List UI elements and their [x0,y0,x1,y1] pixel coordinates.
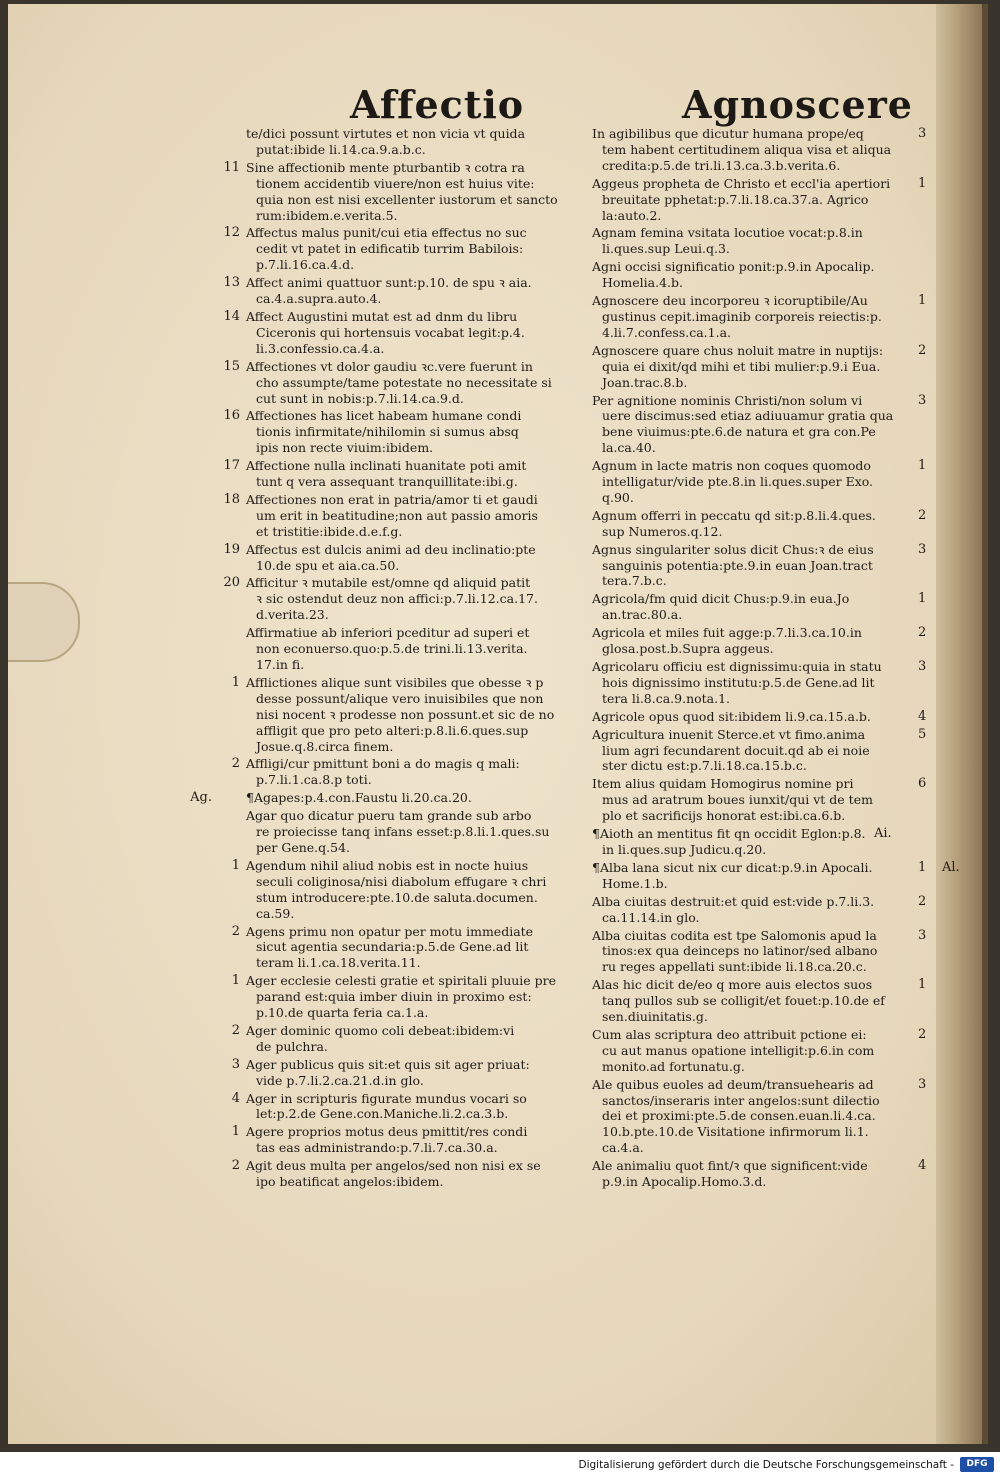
entry-number: 14 [223,308,240,324]
index-entry [223,541,576,574]
index-entry [223,575,576,623]
entry-line: Per agnitione nominis Christi/non solum vi [592,392,863,408]
entry-line: ster dictu est:p.7.li.18.ca.15.b.c. [602,758,807,774]
dfg-logo: DFG [960,1457,994,1472]
entry-line: nisi nocent ꝛ prodesse non possunt.et sic de no [256,706,555,722]
entry-line: Affect Augustini mutat est ad dnm du libru [246,308,518,324]
entry-line: Ciceronis qui hortensuis vocabat legit:p.4. [256,324,525,340]
entry-line: p.9.in Apocalip.Homo.3.d. [602,1174,767,1190]
entry-line: ꝛ sic ostendut deuz non affici:p.7.li.12.ca.17. [256,591,538,607]
index-entry [592,126,927,174]
index-entry [223,458,576,490]
entry-line: tionem accidentib viuere/non est huius vite: [256,175,535,191]
index-entry [592,342,927,391]
entry-line: tera.7.b.c. [602,573,667,589]
entry-line: tunt q vera assequant tranquillitate:ibi.g. [256,474,518,490]
index-entry [592,927,927,976]
entry-line: Item alius quidam Homogirus nomine pri [592,776,854,792]
entry-line: Afflictiones alique sunt visibiles que obesse ꝛ p [246,674,544,690]
entry-line: 10.de spu et aia.ca.50. [256,557,400,573]
entry-number: 6 [918,776,927,792]
index-entry [223,491,576,540]
entry-line: tem habent certitudinem aliqua visa et aliqua [602,141,892,157]
index-entry [223,358,576,407]
entry-line: et tristitie:ibide.d.e.f.g. [256,523,403,539]
entry-number: 4 [918,708,927,724]
entry-line: Joan.trac.8.b. [602,374,688,390]
entry-line: um erit in beatitudine;non aut passio amoris [256,507,538,523]
entry-number: 20 [223,575,240,591]
section-marker: Ag. [190,790,212,806]
entry-line: sanctos/inseraris inter angelos:sunt dilectio [602,1092,880,1108]
entry-number: 3 [918,1076,927,1092]
index-entry [231,756,576,788]
index-entry [223,159,576,224]
entry-line: uere discimus:sed etiaz adiuuamur gratia qua [602,408,894,424]
entry-number: 3 [231,1056,240,1072]
entry-line: in li.ques.sup Judicu.q.20. [602,841,767,857]
index-entry [592,625,927,657]
entry-line: lium agri fecundarent docuit.qd ab ei noie [602,742,870,758]
entry-line: Aggeus propheta de Christo et eccl'ia apertiori [592,175,891,191]
entry-number: 1 [231,674,240,690]
entry-line: stum introducere:pte.10.de saluta.documen. [256,889,538,905]
entry-line: Alba ciuitas destruit:et quid est:vide p.7.li.3. [592,893,875,909]
entry-line: plo et sacrificijs honorat est:ibi.ca.6.b. [602,808,846,824]
entry-line: 4.li.7.confess.ca.1.a. [602,324,732,340]
entry-number: 19 [223,541,240,557]
entry-line: Ale animaliu quot fint/ꝛ que significent:vide [592,1158,868,1174]
entry-line: hois dignissimo institutu:p.5.de Gene.ad lit [602,674,875,690]
footer-bar [0,1452,1000,1479]
index-entry [592,1026,927,1075]
entry-number: 1 [918,977,927,993]
entry-line: tera li.8.ca.9.nota.1. [602,690,731,706]
entry-line: teram li.1.ca.18.verita.11. [256,955,421,971]
entry-line: credita:p.5.de tri.li.13.ca.3.b.verita.6. [602,157,841,173]
entry-number: 1 [231,973,240,989]
index-entry [223,275,576,307]
entry-number: 13 [223,275,240,291]
entry-line: Sine affectionib mente pturbantib ꝛ cotra ra [246,159,525,175]
entry-line: sen.diuinitatis.g. [602,1009,708,1025]
entry-line: tanq pullos sub se colligit/et fouet:p.10.de ef [602,993,885,1009]
entry-line: tionis infirmitate/nihilomin si sumus absq [256,424,519,440]
entry-line: p.7.li.16.ca.4.d. [256,257,355,273]
index-entry [231,1124,576,1156]
entry-line: 10.b.pte.10.de Visitatione infirmorum li.1. [602,1124,869,1140]
clasp-mark [8,582,80,662]
entry-number: 2 [918,507,927,523]
index-entry [592,293,927,341]
index-entry [592,708,927,725]
entry-line: Affectione nulla inclinati huanitate poti amit [246,458,527,474]
entry-line: desse possunt/alique vero inuisibiles que non [256,690,544,706]
entry-line: ipis non recte viuim:ibidem. [256,440,434,456]
index-entry [246,808,576,856]
entry-line: quia ei dixit/qd mihi et tibi mulier:p.9.i Eua. [602,358,881,374]
entry-line: p.7.li.1.ca.8.p toti. [256,772,372,788]
left-column [190,126,576,1192]
entry-number: 1 [231,1124,240,1140]
entry-line: Agnum offerri in peccatu qd sit:p.8.li.4.ques. [592,507,876,523]
entry-line: parand est:quia imber diuin in proximo est: [256,989,532,1005]
index-entry [592,225,912,257]
entry-line: gustinus cepit.imaginib corporeis reiectis:p. [602,308,882,324]
entry-number: 2 [918,893,927,909]
entry-line: Affligi/cur pmittunt boni a do magis q mali: [246,756,520,772]
entry-line: putat:ibide li.14.ca.9.a.b.c. [256,141,426,157]
entry-line: sup Numeros.q.12. [602,523,723,539]
index-entry [592,458,927,506]
index-entry [231,973,576,1021]
heading-right: Agnoscere [682,82,913,127]
entry-number: 5 [918,726,927,742]
entry-number: 11 [223,159,240,175]
index-entry [223,408,576,456]
entry-line: tas eas administrando:p.7.li.7.ca.30.a. [256,1140,498,1156]
entry-number: 3 [918,927,927,943]
entry-line: Agar quo dicatur pueru tam grande sub arbo [246,808,532,824]
index-entry [190,790,576,806]
entry-number: 18 [223,491,240,507]
entry-line: Affectus malus punit/cui etia effectus no suc [246,225,527,241]
entry-line: Agricolaru officiu est dignissimu:quia in statu [592,659,882,674]
entry-number: 1 [918,859,927,875]
entry-number: 17 [223,458,240,474]
entry-line: Alas hic dicit de/eo q more auis electos suos [592,977,873,993]
entry-line: q.90. [602,489,634,505]
entry-line: Agni occisi significatio ponit:p.9.in Apocalip. [592,259,875,275]
entry-number: 3 [918,126,927,141]
entry-line: ¶Aioth an mentitus fit qn occidit Eglon:p.8. [592,826,866,842]
index-entry [592,776,927,824]
entry-line: ca.4.a.supra.auto.4. [256,291,382,307]
entry-number: 15 [223,358,240,374]
entry-line: Affect animi quattuor sunt:p.10. de spu ꝛ aia. [246,275,532,291]
entry-line: let:p.2.de Gene.con.Maniche.li.2.ca.3.b. [256,1106,509,1122]
entry-number: 4 [918,1158,927,1174]
entry-line: Affirmatiue ab inferiori pceditur ad superi et [246,625,530,641]
entry-line: non econuerso.quo:p.5.de trini.li.13.verita. [256,641,528,657]
entry-line: Agricola et miles fuit agge:p.7.li.3.ca.10.in [592,625,862,641]
entry-number: 2 [918,1026,927,1042]
footer-credit: Digitalisierung gefördert durch die Deutsche Forschungsgemeinschaft - [578,1459,954,1471]
entry-number: 3 [918,541,927,557]
entry-number: 2 [918,625,927,641]
entry-line: Agnus singulariter solus dicit Chus:ꝛ de eius [592,541,874,557]
entry-number: 1 [918,591,927,607]
entry-line: Afficitur ꝛ mutabile est/omne qd aliquid patit [246,575,531,591]
entry-line: Agnoscere quare chus noluit matre in nuptijs: [592,342,884,358]
entry-line: Agnoscere deu incorporeu ꝛ icoruptibile/Au [592,293,868,309]
entry-line: ¶Alba lana sicut nix cur dicat:p.9.in Apocali. [592,859,873,875]
entry-line: tinos:ex qua deinceps no latinor/sed albano [602,943,878,959]
index-entry [231,1056,576,1089]
entry-line: Agricultura inuenit Sterce.et vt fimo.anima [592,726,866,742]
entry-line: Josue.q.8.circa finem. [256,738,394,754]
index-entry [246,625,576,673]
entry-number: 1 [918,293,927,309]
entry-line: Agit deus multa per angelos/sed non nisi ex se [246,1158,541,1174]
entry-line: seculi coliginosa/nisi diabolum effugare ꝛ chri [256,873,547,889]
entry-line: cut sunt in nobis:p.7.li.14.ca.9.d. [256,390,464,406]
entry-number: 4 [231,1090,240,1106]
entry-number: 2 [231,756,240,772]
entry-line: cu aut manus opatione intelligit:p.6.in com [602,1042,875,1058]
entry-line: Affectiones non erat in patria/amor ti et gaudi [246,491,538,507]
entry-line: cho assumpte/tame potestate no necessitate si [256,374,552,390]
section-marker: Al. [942,859,960,875]
entry-line: monito.ad fortunatu.g. [602,1058,745,1074]
entry-line: re proiecisse tanq infans esset:p.8.li.1.ques.su [256,824,550,840]
index-entry [592,1076,927,1157]
entry-line: Affectus est dulcis animi ad deu inclinatio:pte [246,541,536,557]
book-page [8,4,988,1444]
entry-line: Ager publicus quis sit:et quis sit ager priuat: [246,1056,530,1072]
book-spine [936,4,982,1444]
entry-line: ca.4.a. [602,1140,644,1156]
entry-line: Home.1.b. [602,875,668,891]
entry-line: Agnam femina vsitata locutioe vocat:p.8.in [592,225,863,241]
entry-line: vide p.7.li.2.ca.21.d.in glo. [256,1072,424,1088]
index-entry [592,541,927,590]
entry-line: ca.59. [256,905,295,921]
entry-line: Agricola/fm quid dicit Chus:p.9.in eua.Jo [592,591,850,607]
entry-number: 1 [231,857,240,873]
entry-number: 3 [918,659,927,674]
entry-number: 2 [918,342,927,358]
entry-line: ¶Agapes:p.4.con.Faustu li.20.ca.20. [246,790,472,806]
entry-line: 17.in fi. [256,657,305,672]
entry-line: dei et proximi:pte.5.de consen.euan.li.4.ca. [602,1108,876,1124]
index-entry [231,1158,576,1190]
entry-number: 2 [231,923,240,939]
index-entry [592,1158,927,1190]
index-entry [592,659,927,707]
entry-line: In agibilibus que dicutur humana prope/eq [592,126,864,141]
entry-line: per Gene.q.54. [256,839,351,855]
entry-line: Ager in scripturis figurate mundus vocari so [246,1090,527,1106]
entry-line: bene viuimus:pte.6.de natura et gra con.Pe [602,424,876,440]
entry-line: Affectiones vt dolor gaudiu ꝛc.vere fuerunt in [246,358,533,374]
entry-line: Cum alas scriptura deo attribuit pctione ei: [592,1026,867,1042]
entry-line: glosa.post.b.Supra aggeus. [602,641,774,657]
index-entry [223,225,576,273]
entry-line: Agere proprios motus deus pmittit/res condi [246,1124,528,1140]
entry-line: intelligatur/vide pte.8.in li.ques.super Exo. [602,474,874,490]
entry-line: Homelia.4.b. [602,275,683,291]
entry-line: Ager ecclesie celesti gratie et spiritali pluuie pre [246,973,557,989]
entry-line: Ale quibus euoles ad deum/transuehearis ad [592,1076,874,1092]
entry-line: la.ca.40. [602,440,656,456]
index-entry [246,126,576,158]
entry-number: 2 [231,1022,240,1038]
index-entry [231,1022,576,1055]
index-entry [592,591,927,623]
entry-line: li.3.confessio.ca.4.a. [256,340,385,356]
index-entry [592,893,927,926]
entry-line: affligit que pro peto alteri:p.8.li.6.ques.sup [256,722,529,738]
index-entry [592,977,927,1025]
entry-number: 16 [223,408,240,424]
index-entry [592,259,912,291]
index-entry [231,1090,576,1123]
entry-line: Affectiones has licet habeam humane condi [246,408,522,424]
entry-number: 1 [918,175,927,191]
heading-left: Affectio [350,82,525,127]
entry-line: la:auto.2. [602,207,662,223]
entry-line: Ager dominic quomo coli debeat:ibidem:vi [246,1022,515,1038]
index-entry [592,859,960,892]
entry-line: cedit vt patet in edificatib turrim Babilois: [256,241,524,257]
entry-line: Alba ciuitas codita est tpe Salomonis apud la [592,927,877,943]
entry-line: an.trac.80.a. [602,607,683,623]
index-entry [592,507,927,540]
entry-line: li.ques.sup Leui.q.3. [602,241,730,257]
entry-line: sanguinis potentia:pte.9.in euan Joan.tract [602,557,873,573]
entry-line: ru reges appellati sunt:ibide li.18.ca.20.c. [602,959,867,975]
index-entry [231,857,576,922]
index-entry [592,826,912,858]
entry-number: 1 [918,458,927,474]
index-entry [592,175,927,224]
right-column [592,126,960,1192]
entry-line: de pulchra. [256,1038,328,1054]
index-entry [231,923,576,972]
entry-line: ipo beatificat angelos:ibidem. [256,1174,444,1190]
index-entry [231,674,576,755]
entry-number: 2 [231,1158,240,1174]
entry-line: ca.11.14.in glo. [602,909,700,925]
index-entry [592,392,927,457]
entry-line: sicut agentia secundaria:p.5.de Gene.ad lit [256,939,529,955]
entry-line: rum:ibidem.e.verita.5. [256,207,398,223]
index-entry [592,726,927,775]
entry-line: mus ad aratrum boues iunxit/qui vt de tem [602,792,873,808]
entry-line: d.verita.23. [256,607,329,623]
entry-line: Agricole opus quod sit:ibidem li.9.ca.15.a.b. [592,708,871,724]
entry-number: 12 [223,225,240,241]
entry-line: Agendum nihil aliud nobis est in nocte huius [246,857,529,873]
section-marker: Ai. [874,826,892,842]
entry-line: Agnum in lacte matris non coques quomodo [592,458,871,474]
entry-line: p.10.de quarta feria ca.1.a. [256,1005,429,1021]
entry-line: Agens primu non opatur per motu immediate [246,923,534,939]
entry-line: breuitate pphetat:p.7.li.18.ca.37.a. Agrico [602,191,869,207]
entry-number: 3 [918,392,927,408]
index-entry [223,308,576,357]
entry-line: te/dici possunt virtutes et non vicia vt quida [246,126,526,141]
entry-line: quia non est nisi excellenter iustorum et sancto [256,191,558,207]
